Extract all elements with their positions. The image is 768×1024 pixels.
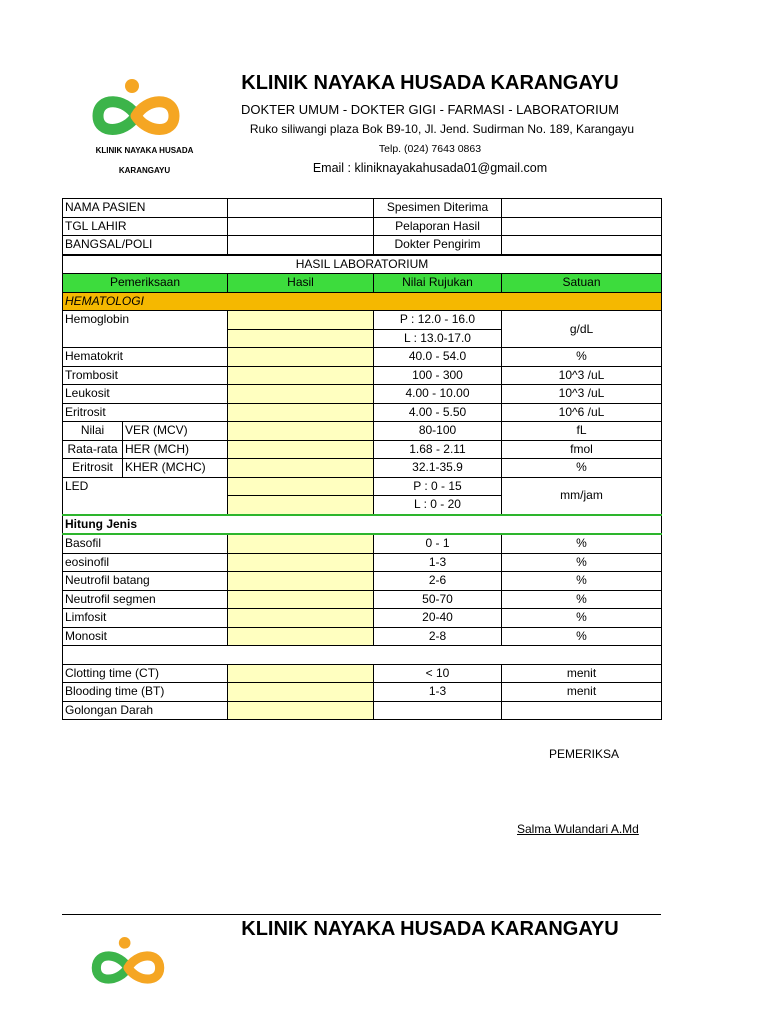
ref-value: 50-70: [374, 590, 502, 609]
table-row-blank: [63, 646, 662, 665]
patient-row-name: [63, 199, 662, 218]
unit-value: menit: [502, 683, 662, 702]
hasil-cell[interactable]: [228, 422, 374, 441]
logo-text-name: KLINIK NAYAKA HUSADA: [95, 146, 194, 155]
ref-value: L : 0 - 20: [374, 496, 502, 515]
hasil-cell[interactable]: [228, 553, 374, 572]
ward-value[interactable]: [228, 236, 374, 255]
hasil-cell[interactable]: [228, 664, 374, 683]
ref-value: < 10: [374, 664, 502, 683]
table-row: [63, 627, 662, 646]
unit-value: 10^3 /uL: [502, 385, 662, 404]
ref-value: 80-100: [374, 422, 502, 441]
test-name: eosinofil: [63, 553, 228, 572]
hasil-cell[interactable]: [228, 534, 374, 553]
table-row: [63, 590, 662, 609]
test-name: Limfosit: [63, 609, 228, 628]
ref-value: 4.00 - 10.00: [374, 385, 502, 404]
hasil-cell[interactable]: [228, 385, 374, 404]
table-row: [63, 701, 662, 720]
unit-value: %: [502, 459, 662, 478]
ref-value: P : 0 - 15: [374, 477, 502, 496]
unit-value: %: [502, 534, 662, 553]
col-header-nilai-rujukan: Nilai Rujukan: [374, 274, 502, 293]
section-hitung-jenis: [63, 515, 662, 535]
patient-row-dob: [63, 217, 662, 236]
test-name: Eritrosit: [63, 403, 228, 422]
unit-value: [502, 701, 662, 720]
clinic-logo: [88, 78, 184, 140]
hasil-cell[interactable]: [228, 348, 374, 367]
unit-value: menit: [502, 664, 662, 683]
unit-value: %: [502, 590, 662, 609]
table-row: [63, 572, 662, 591]
table-title: HASIL LABORATORIUM: [63, 255, 662, 274]
hasil-cell[interactable]: [228, 701, 374, 720]
patient-name-value[interactable]: [228, 199, 374, 218]
dob-value[interactable]: [228, 217, 374, 236]
test-name: Hematokrit: [63, 348, 228, 367]
unit-value: fL: [502, 422, 662, 441]
unit-value: mm/jam: [502, 477, 662, 515]
hasil-cell[interactable]: [228, 627, 374, 646]
unit-value: 10^6 /uL: [502, 403, 662, 422]
nilai-label-1: Nilai: [63, 422, 123, 441]
clinic-email: Email : kliniknayakahusada01@gmail.com: [312, 161, 548, 175]
clinic-name: KLINIK NAYAKA HUSADA KARANGAYU: [241, 72, 619, 94]
hasil-cell[interactable]: [228, 311, 374, 330]
report-value[interactable]: [502, 217, 662, 236]
ref-value: 0 - 1: [374, 534, 502, 553]
test-name: Hemoglobin: [63, 311, 228, 348]
hasil-cell[interactable]: [228, 459, 374, 478]
test-name: Monosit: [63, 627, 228, 646]
col-header-satuan: Satuan: [502, 274, 662, 293]
test-name: HER (MCH): [123, 440, 228, 459]
ward-label: BANGSAL/POLI: [63, 236, 228, 255]
unit-value: fmol: [502, 440, 662, 459]
ref-value: 4.00 - 5.50: [374, 403, 502, 422]
table-row: [63, 553, 662, 572]
ref-value: 1.68 - 2.11: [374, 440, 502, 459]
section-hematologi-label: HEMATOLOGI: [63, 292, 662, 311]
unit-value: %: [502, 348, 662, 367]
hasil-cell[interactable]: [228, 683, 374, 702]
footer-clinic-logo: [88, 934, 168, 990]
test-name: VER (MCV): [123, 422, 228, 441]
dob-label: TGL LAHIR: [63, 217, 228, 236]
ref-value: 1-3: [374, 683, 502, 702]
ref-value: 100 - 300: [374, 366, 502, 385]
table-row: [63, 366, 662, 385]
test-name: KHER (MCHC): [123, 459, 228, 478]
unit-value: 10^3 /uL: [502, 366, 662, 385]
patient-name-label: NAMA PASIEN: [63, 199, 228, 218]
table-row: [63, 459, 662, 478]
test-name: LED: [63, 477, 228, 515]
unit-value: %: [502, 572, 662, 591]
specimen-value[interactable]: [502, 199, 662, 218]
hasil-cell[interactable]: [228, 440, 374, 459]
table-row: [63, 440, 662, 459]
doctor-label: Dokter Pengirim: [374, 236, 502, 255]
clinic-address: Ruko siliwangi plaza Bok B9-10, Jl. Jend. Sudirman No. 189, Karangayu: [249, 122, 635, 136]
table-title-row: [63, 255, 662, 274]
lab-results-table: [62, 198, 662, 720]
table-row: [63, 348, 662, 367]
table-row: [63, 422, 662, 441]
table-header-row: [63, 274, 662, 293]
col-header-hasil: Hasil: [228, 274, 374, 293]
hasil-cell[interactable]: [228, 590, 374, 609]
hasil-cell[interactable]: [228, 477, 374, 496]
unit-value: g/dL: [502, 311, 662, 348]
section-hematologi: [63, 292, 662, 311]
patient-row-ward: [63, 236, 662, 255]
table-row: [63, 311, 662, 330]
clinic-phone: Telp. (024) 7643 0863: [378, 143, 482, 155]
table-row: [63, 477, 662, 496]
test-name: Leukosit: [63, 385, 228, 404]
report-label: Pelaporan Hasil: [374, 217, 502, 236]
hasil-cell[interactable]: [228, 366, 374, 385]
table-row: [63, 683, 662, 702]
doctor-value[interactable]: [502, 236, 662, 255]
test-name: Neutrofil segmen: [63, 590, 228, 609]
ref-value: P : 12.0 - 16.0: [374, 311, 502, 330]
test-name: Blooding time (BT): [63, 683, 228, 702]
table-row: [63, 403, 662, 422]
hasil-cell[interactable]: [228, 609, 374, 628]
footer-divider: [62, 914, 661, 915]
ref-value: 32.1-35.9: [374, 459, 502, 478]
ref-value: L : 13.0-17.0: [374, 329, 502, 348]
nilai-label-3: Eritrosit: [63, 459, 123, 478]
test-name: Golongan Darah: [63, 701, 228, 720]
test-name: Neutrofil batang: [63, 572, 228, 591]
table-row: [63, 664, 662, 683]
hasil-cell[interactable]: [228, 329, 374, 348]
unit-value: %: [502, 627, 662, 646]
test-name: Clotting time (CT): [63, 664, 228, 683]
blank-cell: [63, 646, 662, 665]
clinic-services: DOKTER UMUM - DOKTER GIGI - FARMASI - LABORATORIUM: [241, 102, 619, 117]
col-header-pemeriksaan: Pemeriksaan: [63, 274, 228, 293]
unit-value: %: [502, 553, 662, 572]
specimen-label: Spesimen Diterima: [374, 199, 502, 218]
table-row: [63, 385, 662, 404]
unit-value: %: [502, 609, 662, 628]
test-name: Basofil: [63, 534, 228, 553]
table-row: [63, 534, 662, 553]
ref-value: 2-6: [374, 572, 502, 591]
table-row: [63, 609, 662, 628]
ref-value: 2-8: [374, 627, 502, 646]
footer-clinic-name: KLINIK NAYAKA HUSADA KARANGAYU: [241, 918, 619, 940]
logo-text-city: KARANGAYU: [118, 166, 171, 175]
signature-label: PEMERIKSA: [549, 747, 620, 761]
section-hitung-jenis-label: Hitung Jenis: [63, 515, 662, 535]
hasil-cell[interactable]: [228, 496, 374, 515]
signature-name: Salma Wulandari A.Md: [517, 822, 639, 836]
nilai-label-2: Rata-rata: [63, 440, 123, 459]
ref-value: [374, 701, 502, 720]
ref-value: 1-3: [374, 553, 502, 572]
hasil-cell[interactable]: [228, 403, 374, 422]
test-name: Trombosit: [63, 366, 228, 385]
ref-value: 20-40: [374, 609, 502, 628]
ref-value: 40.0 - 54.0: [374, 348, 502, 367]
hasil-cell[interactable]: [228, 572, 374, 591]
